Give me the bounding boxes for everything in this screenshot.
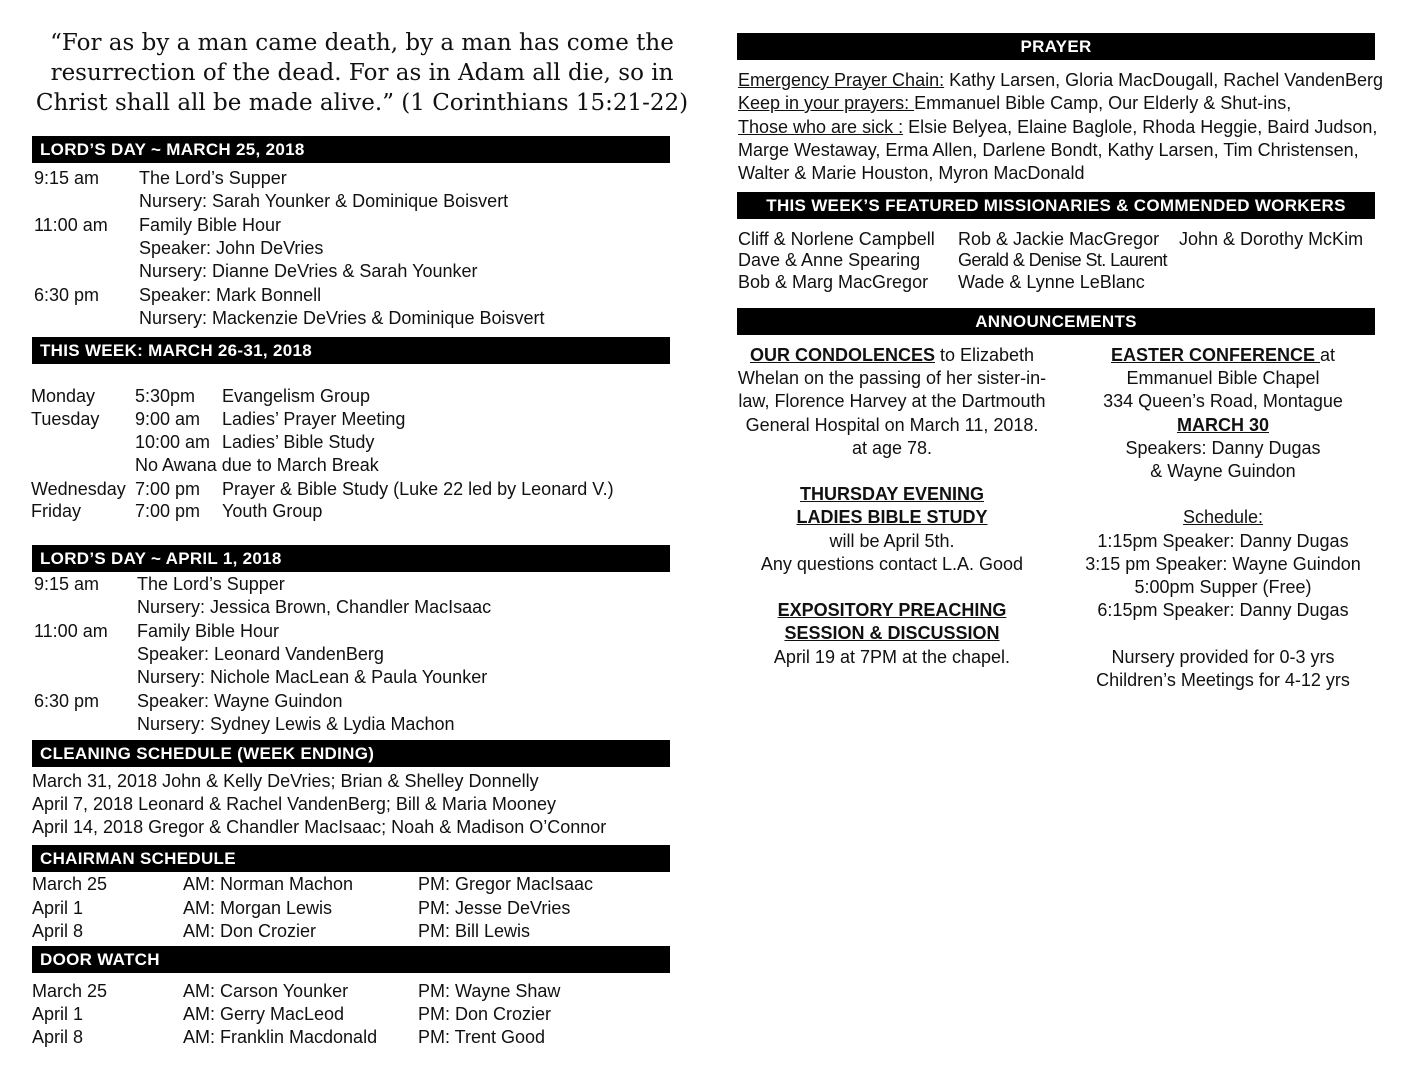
missionary: Rob & Jackie MacGregor <box>958 229 1160 249</box>
service-detail: Speaker: Mark Bonnell <box>139 285 322 305</box>
service-detail: The Lord’s Supper <box>137 574 285 594</box>
prayer-chain-label: Emergency Prayer Chain: <box>738 70 945 90</box>
condolences-text: Whelan on the passing of her sister-in- <box>737 368 1047 389</box>
lords-day-april-1-heading: LORD’S DAY ~ APRIL 1, 2018 <box>32 545 670 572</box>
chairman-pm: PM: Jesse DeVries <box>418 898 571 918</box>
missionaries-heading: THIS WEEK’S FEATURED MISSIONARIES & COMMENDED WORKERS <box>737 192 1375 219</box>
door-pm: PM: Trent Good <box>418 1027 546 1047</box>
week-event: Ladies’ Bible Study <box>222 432 375 452</box>
week-day: Monday <box>31 386 96 406</box>
schedule-title: Schedule: <box>1182 507 1264 528</box>
easter-conference-title: EASTER CONFERENCE <box>1110 345 1320 365</box>
scripture-quote: “For as by a man came death, by a man has come the resurrection of the dead. For as in Adam all die, so in Christ shall all be made alive.” (1 Corinthians 15:21-22) <box>35 30 689 116</box>
service-detail: Speaker: Wayne Guindon <box>137 691 343 711</box>
easter-address: 334 Queen’s Road, Montague <box>1103 391 1343 412</box>
week-event: Ladies’ Prayer Meeting <box>222 409 406 429</box>
chairman-date: April 1 <box>32 898 84 918</box>
easter-venue: Emmanuel Bible Chapel <box>1126 368 1320 389</box>
keep-prayers-label: Keep in your prayers: <box>738 93 915 113</box>
condolences-text: to Elizabeth <box>934 345 1035 365</box>
cleaning-row: March 31, 2018 John & Kelly DeVries; Brian & Shelley Donnelly <box>32 771 539 791</box>
week-day: Friday <box>31 501 82 521</box>
service-detail: Family Bible Hour <box>137 621 280 641</box>
childrens-meetings-note: Children’s Meetings for 4-12 yrs <box>1096 669 1350 690</box>
missionary: Wade & Lynne LeBlanc <box>958 272 1145 292</box>
service-time: 11:00 am <box>34 215 108 235</box>
chairman-date: March 25 <box>32 874 108 894</box>
service-time: 6:30 pm <box>34 691 100 711</box>
missionary: Bob & Marg MacGregor <box>738 272 929 292</box>
service-detail: Nursery: Dianne DeVries & Sarah Younker <box>139 261 478 281</box>
easter-conference-line <box>1072 344 1374 367</box>
chairman-am: AM: Morgan Lewis <box>183 898 333 918</box>
service-time: 11:00 am <box>34 621 108 641</box>
door-pm: PM: Don Crozier <box>418 1004 552 1024</box>
easter-speakers: & Wayne Guindon <box>1150 461 1296 482</box>
service-detail: Family Bible Hour <box>139 215 282 235</box>
week-event: Evangelism Group <box>222 386 371 406</box>
thursday-study-title: THURSDAY EVENING <box>799 484 985 505</box>
week-time: 7:00 pm <box>135 501 201 521</box>
sick-names-line: Walter & Marie Houston, Myron MacDonald <box>738 163 1085 183</box>
door-pm: PM: Wayne Shaw <box>418 981 561 1001</box>
cleaning-row: April 14, 2018 Gregor & Chandler MacIsaac; Noah & Madison O’Connor <box>32 817 607 837</box>
week-day: Wednesday <box>31 479 126 499</box>
announcements-right-column <box>1072 344 1374 692</box>
chairman-schedule-heading: CHAIRMAN SCHEDULE <box>32 845 670 872</box>
service-detail: Nursery: Mackenzie DeVries & Dominique Boisvert <box>139 308 545 328</box>
expository-title: SESSION & DISCUSSION <box>784 623 1000 644</box>
missionary: Cliff & Norlene Campbell <box>738 229 935 249</box>
easter-at: at <box>1320 345 1336 365</box>
service-detail: Nursery: Sarah Younker & Dominique Boisvert <box>139 191 509 211</box>
announcements-left-column <box>733 344 1051 669</box>
chairman-am: AM: Norman Machon <box>183 874 354 894</box>
service-detail: Speaker: Leonard VandenBerg <box>137 644 384 664</box>
cleaning-schedule-heading: CLEANING SCHEDULE (WEEK ENDING) <box>32 740 670 767</box>
lords-day-march-25-heading: LORD’S DAY ~ MARCH 25, 2018 <box>32 136 670 163</box>
door-date: April 8 <box>32 1027 84 1047</box>
door-am: AM: Gerry MacLeod <box>183 1004 345 1024</box>
service-detail: Nursery: Sydney Lewis & Lydia Machon <box>137 714 455 734</box>
door-date: April 1 <box>32 1004 84 1024</box>
prayer-heading: PRAYER <box>737 33 1375 60</box>
week-event: Youth Group <box>222 501 323 521</box>
keep-prayers-text: Emmanuel Bible Camp, Our Elderly & Shut-ins, <box>914 93 1292 113</box>
this-week-heading: THIS WEEK: MARCH 26-31, 2018 <box>32 337 670 364</box>
chairman-pm: PM: Gregor MacIsaac <box>418 874 594 894</box>
week-day: Tuesday <box>31 409 100 429</box>
service-detail: Speaker: John DeVries <box>139 238 324 258</box>
schedule-item: 5:00pm Supper (Free) <box>1134 577 1312 598</box>
door-am: AM: Franklin Macdonald <box>183 1027 378 1047</box>
missionary: John & Dorothy McKim <box>1179 229 1364 249</box>
nursery-note: Nursery provided for 0-3 yrs <box>1111 646 1335 667</box>
expository-title: EXPOSITORY PREACHING <box>777 600 1007 621</box>
emergency-prayer-chain <box>738 69 1383 92</box>
announcements-heading: ANNOUNCEMENTS <box>737 308 1375 335</box>
service-time: 9:15 am <box>34 574 100 594</box>
service-detail: The Lord’s Supper <box>139 168 287 188</box>
week-time: 10:00 am <box>135 432 211 452</box>
service-detail: Nursery: Nichole MacLean & Paula Younker <box>137 667 488 687</box>
thursday-study-title: LADIES BIBLE STUDY <box>796 507 988 528</box>
service-detail: Nursery: Jessica Brown, Chandler MacIsaac <box>137 597 492 617</box>
chairman-pm: PM: Bill Lewis <box>418 921 531 941</box>
chairman-date: April 8 <box>32 921 84 941</box>
week-event: Prayer & Bible Study (Luke 22 led by Leonard V.) <box>222 479 614 499</box>
schedule-item: 3:15 pm Speaker: Wayne Guindon <box>1085 553 1361 574</box>
sick-names: Elsie Belyea, Elaine Baglole, Rhoda Heggie, Baird Judson, <box>903 117 1378 137</box>
easter-date: MARCH 30 <box>1176 414 1269 435</box>
cleaning-row: April 7, 2018 Leonard & Rachel VandenBerg; Bill & Maria Mooney <box>32 794 556 814</box>
sick-names-line: Marge Westaway, Erma Allen, Darlene Bondt, Kathy Larsen, Tim Christensen, <box>738 140 1359 160</box>
week-note: No Awana due to March Break <box>135 455 379 475</box>
expository-text: April 19 at 7PM at the chapel. <box>773 646 1011 667</box>
service-time: 9:15 am <box>34 168 100 188</box>
condolences-text: law, Florence Harvey at the Dartmouth <box>738 391 1046 412</box>
door-watch-heading: DOOR WATCH <box>32 946 670 973</box>
schedule-item: 6:15pm Speaker: Danny Dugas <box>1097 600 1349 621</box>
missionary: Dave & Anne Spearing <box>738 250 921 270</box>
sick-label: Those who are sick : <box>738 117 904 137</box>
missionary: Gerald & Denise St. Laurent <box>958 250 1167 270</box>
those-who-are-sick <box>738 116 1377 139</box>
week-time: 9:00 am <box>135 409 201 429</box>
chairman-am: AM: Don Crozier <box>183 921 317 941</box>
condolences-text: at age 78. <box>851 437 933 458</box>
condolences-text: General Hospital on March 11, 2018. <box>745 414 1039 435</box>
condolences-title: OUR CONDOLENCES <box>749 345 935 365</box>
door-date: March 25 <box>32 981 108 1001</box>
easter-speakers: Speakers: Danny Dugas <box>1125 437 1321 458</box>
door-am: AM: Carson Younker <box>183 981 349 1001</box>
keep-in-prayers <box>738 92 1291 115</box>
thursday-study-text: will be April 5th. <box>829 530 955 551</box>
service-time: 6:30 pm <box>34 285 100 305</box>
thursday-study-text: Any questions contact L.A. Good <box>760 553 1024 574</box>
week-time: 5:30pm <box>135 386 196 406</box>
week-time: 7:00 pm <box>135 479 201 499</box>
schedule-item: 1:15pm Speaker: Danny Dugas <box>1097 530 1349 551</box>
condolences-line <box>733 344 1051 367</box>
prayer-chain-names: Kathy Larsen, Gloria MacDougall, Rachel VandenBerg <box>944 70 1384 90</box>
